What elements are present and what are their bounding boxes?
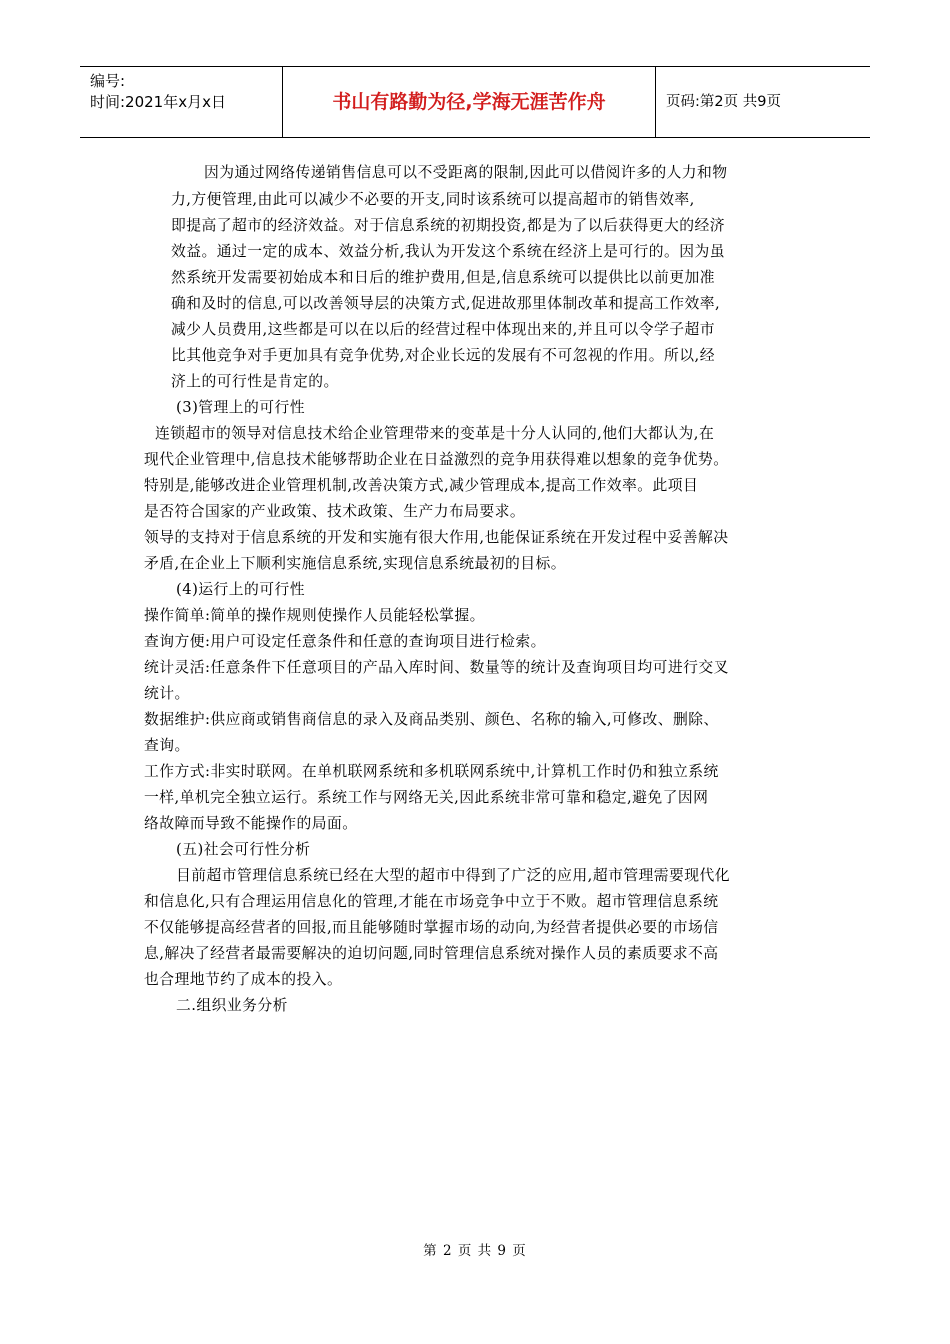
body-line: 不仅能够提高经营者的回报,而且能够随时掌握市场的动向,为经营者提供必要的市场信 — [144, 919, 719, 936]
body-line: 即提高了超市的经济效益。对于信息系统的初期投资,都是为了以后获得更大的经济 — [171, 217, 726, 234]
body-line: 比其他竞争对手更加具有竞争优势,对企业长远的发展有不可忽视的作用。所以,经 — [171, 347, 715, 364]
body-line: 统计。 — [144, 685, 190, 702]
body-line: 济上的可行性是肯定的。 — [171, 373, 339, 390]
body-line: 领导的支持对于信息系统的开发和实施有很大作用,也能保证系统在开发过程中妥善解决 — [144, 529, 729, 546]
section-heading: (五)社会可行性分析 — [176, 841, 311, 858]
header-motto: 书山有路勤为径,学海无涯苦作舟 — [283, 67, 656, 137]
body-line: 效益。通过一定的成本、效益分析,我认为开发这个系统在经济上是可行的。因为虽 — [171, 243, 726, 260]
header-meta — [80, 67, 283, 137]
body-line: 络故障而导致不能操作的局面。 — [144, 815, 358, 832]
body-line: 统计灵活:任意条件下任意项目的产品入库时间、数量等的统计及查询项目均可进行交叉 — [144, 659, 729, 676]
body-line: 然系统开发需要初始成本和日后的维护费用,但是,信息系统可以提供比以前更加准 — [171, 269, 715, 286]
body-line: 减少人员费用,这些都是可以在以后的经营过程中体现出来的,并且可以令学子超市 — [171, 321, 715, 338]
body-line: 确和及时的信息,可以改善领导层的决策方式,促进故那里体制改革和提高工作效率, — [171, 295, 721, 312]
body-line: 连锁超市的领导对信息技术给企业管理带来的变革是十分人认同的,他们大都认为,在 — [155, 425, 715, 442]
body-line: 目前超市管理信息系统已经在大型的超市中得到了广泛的应用,超市管理需要现代化 — [176, 867, 731, 884]
body-line: 一样,单机完全独立运行。系统工作与网络无关,因此系统非常可靠和稳定,避免了因网 — [144, 789, 709, 806]
body-line: 操作简单:简单的操作规则使操作人员能轻松掌握。 — [144, 607, 485, 624]
section-heading: 二.组织业务分析 — [176, 997, 288, 1014]
body-line: 和信息化,只有合理运用信息化的管理,才能在市场竞争中立于不败。超市管理信息系统 — [144, 893, 719, 910]
document-date-label: 时间:2021年x月x日 — [90, 93, 226, 111]
body-line: 也合理地节约了成本的投入。 — [144, 971, 343, 988]
body-line: 数据维护:供应商或销售商信息的录入及商品类别、颜色、名称的输入,可修改、删除、 — [144, 711, 719, 728]
header-page-number: 页码:第2页 共9页 — [666, 94, 781, 110]
body-line: 查询方便:用户可设定任意条件和任意的查询项目进行检索。 — [144, 633, 546, 650]
body-line: 查询。 — [144, 737, 190, 754]
body-line: 特别是,能够改进企业管理机制,改善决策方式,减少管理成本,提高工作效率。此项目 — [144, 477, 699, 494]
body-line: 矛盾,在企业上下顺利实施信息系统,实现信息系统最初的目标。 — [144, 555, 566, 572]
page-header — [80, 66, 870, 138]
body-line: 息,解决了经营者最需要解决的迫切问题,同时管理信息系统对操作人员的素质要求不高 — [144, 945, 719, 962]
body-line: 工作方式:非实时联网。在单机联网系统和多机联网系统中,计算机工作时仍和独立系统 — [144, 763, 719, 780]
body-line: 力,方便管理,由此可以减少不必要的开支,同时该系统可以提高超市的销售效率, — [171, 191, 695, 208]
page-footer: 第 2 页 共 9 页 — [423, 1243, 527, 1259]
document-number-label: 编号: — [90, 72, 126, 90]
body-line: 因为通过网络传递销售信息可以不受距离的限制,因此可以借阅许多的人力和物 — [204, 164, 728, 181]
body-line: 是否符合国家的产业政策、技术政策、生产力布局要求。 — [144, 503, 526, 520]
section-heading: (4)运行上的可行性 — [176, 581, 306, 598]
section-heading: (3)管理上的可行性 — [176, 399, 306, 416]
body-line: 现代企业管理中,信息技术能够帮助企业在日益激烈的竞争用获得难以想象的竞争优势。 — [144, 451, 729, 468]
